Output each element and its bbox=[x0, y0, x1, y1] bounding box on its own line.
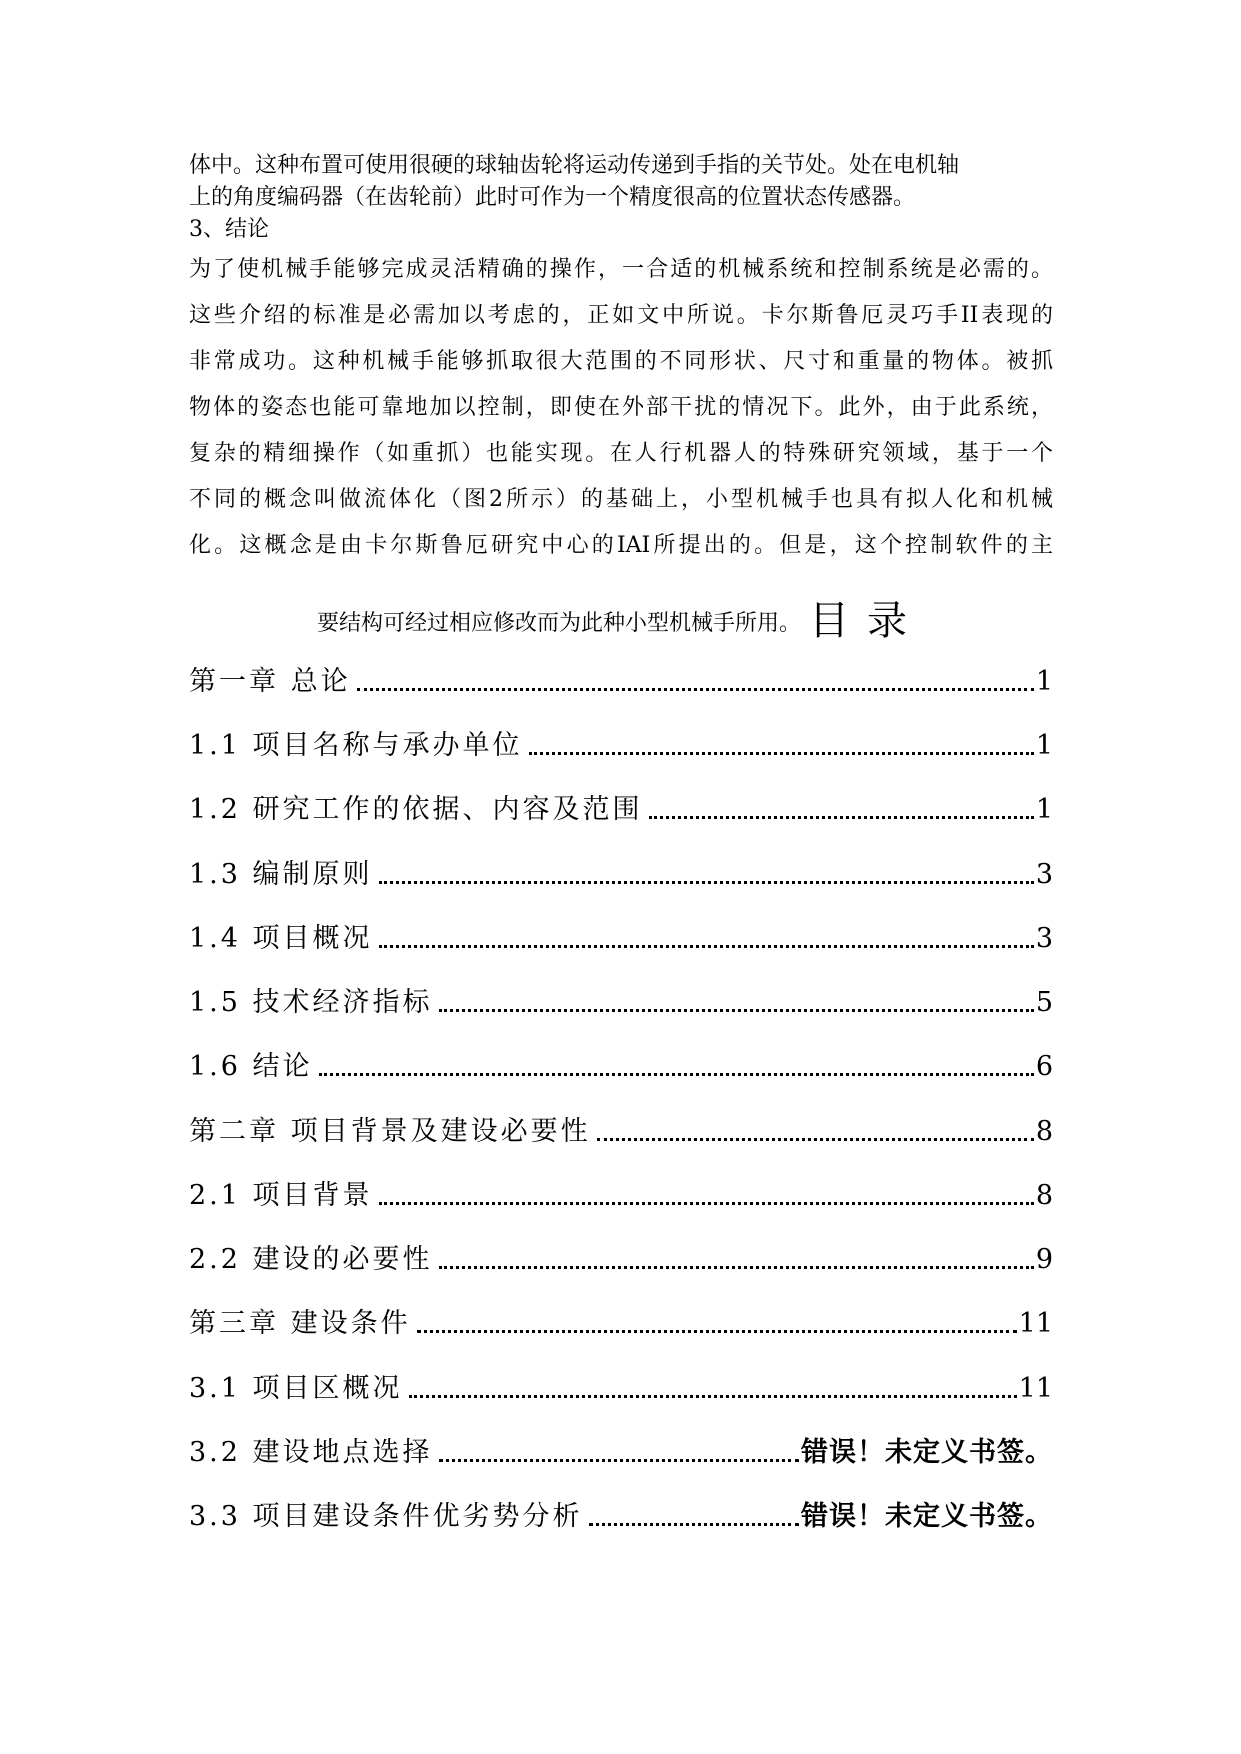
toc-entry[interactable] bbox=[189, 728, 1053, 764]
toc-entry-page: 3 bbox=[1035, 859, 1053, 890]
toc-entry-page: 1 bbox=[1035, 666, 1053, 697]
toc-leader bbox=[589, 1522, 799, 1526]
toc-entry[interactable] bbox=[189, 792, 1053, 828]
toc-entry-error: 错误！未定义书签。 bbox=[801, 1437, 1053, 1468]
conclusion-line: 物体的姿态也能可靠地加以控制，即使在外部干扰的情况下。此外，由于此系统， bbox=[189, 395, 1053, 420]
toc-leader bbox=[439, 1008, 1034, 1012]
toc-entry-error: 错误！未定义书签。 bbox=[801, 1501, 1053, 1532]
toc-entry[interactable] bbox=[189, 857, 1053, 893]
toc-leader bbox=[417, 1329, 1017, 1333]
conclusion-line: 这些介绍的标准是必需加以考虑的，正如文中所说。卡尔斯鲁厄灵巧手II表现的 bbox=[189, 303, 1053, 328]
toc-entry-page: 8 bbox=[1035, 1116, 1053, 1147]
conclusion-line: 要结构可经过相应修改而为此种小型机械手所用。 bbox=[316, 611, 801, 636]
toc-entry-label: 1.5 技术经济指标 bbox=[189, 987, 433, 1018]
toc-entry-page: 1 bbox=[1035, 794, 1053, 825]
conclusion-line: 非常成功。这种机械手能够抓取很大范围的不同形状、尺寸和重量的物体。被抓 bbox=[189, 349, 1053, 374]
conclusion-line: 为了使机械手能够完成灵活精确的操作，一合适的机械系统和控制系统是必需的。 bbox=[189, 257, 1053, 282]
toc-entry-label: 2.2 建设的必要性 bbox=[189, 1244, 433, 1275]
toc-entry-page: 5 bbox=[1035, 987, 1053, 1018]
toc-leader bbox=[379, 1201, 1034, 1205]
toc-entry-label: 1.6 结论 bbox=[189, 1051, 313, 1082]
conclusion-line: 不同的概念叫做流体化（图2所示）的基础上，小型机械手也具有拟人化和机械 bbox=[189, 487, 1053, 512]
section-heading: 3、结论 bbox=[189, 217, 269, 242]
toc-entry[interactable] bbox=[189, 1371, 1053, 1407]
toc-entry[interactable] bbox=[189, 664, 1053, 700]
toc-entry-page: 11 bbox=[1018, 1373, 1053, 1404]
paragraph-line: 体中。这种布置可使用很硬的球轴齿轮将运动传递到手指的关节处。处在电机轴 bbox=[189, 153, 960, 178]
conclusion-last-line-with-toc-title bbox=[189, 596, 1053, 649]
toc-leader bbox=[379, 880, 1034, 884]
toc-entry-label: 3.2 建设地点选择 bbox=[189, 1437, 433, 1468]
toc-leader bbox=[597, 1137, 1034, 1141]
toc-entry-page: 1 bbox=[1035, 730, 1053, 761]
toc-entry[interactable] bbox=[189, 985, 1053, 1021]
toc-entry-page: 11 bbox=[1018, 1308, 1053, 1339]
toc-title: 目录 bbox=[809, 598, 925, 644]
toc-entry-label: 第二章 项目背景及建设必要性 bbox=[189, 1116, 591, 1147]
toc-entry-page: 3 bbox=[1035, 923, 1053, 954]
toc-entry-page: 9 bbox=[1035, 1244, 1053, 1275]
toc-entry-label: 2.1 项目背景 bbox=[189, 1180, 373, 1211]
toc-entry[interactable] bbox=[189, 1114, 1053, 1150]
toc-leader bbox=[409, 1394, 1017, 1398]
toc-entry-label: 1.2 研究工作的依据、内容及范围 bbox=[189, 794, 643, 825]
conclusion-line: 化。这概念是由卡尔斯鲁厄研究中心的IAI所提出的。但是，这个控制软件的主 bbox=[189, 533, 1053, 558]
toc-leader bbox=[529, 751, 1034, 755]
toc-leader bbox=[439, 1265, 1034, 1269]
toc-leader bbox=[379, 944, 1034, 948]
toc-leader bbox=[357, 687, 1034, 691]
toc-entry[interactable] bbox=[189, 1306, 1053, 1342]
toc-entry-label: 第三章 建设条件 bbox=[189, 1308, 411, 1339]
toc-leader bbox=[649, 815, 1034, 819]
paragraph-line: 上的角度编码器（在齿轮前）此时可作为一个精度很高的位置状态传感器。 bbox=[189, 185, 916, 210]
toc-entry[interactable] bbox=[189, 1499, 1053, 1535]
toc-entry-label: 第一章 总论 bbox=[189, 666, 351, 697]
toc-entry-label: 1.1 项目名称与承办单位 bbox=[189, 730, 523, 761]
toc-entry[interactable] bbox=[189, 921, 1053, 957]
toc-entry-label: 3.3 项目建设条件优劣势分析 bbox=[189, 1501, 583, 1532]
toc-leader bbox=[439, 1458, 799, 1462]
toc-entry-label: 1.4 项目概况 bbox=[189, 923, 373, 954]
toc-entry[interactable] bbox=[189, 1049, 1053, 1085]
toc-entry-label: 3.1 项目区概况 bbox=[189, 1373, 403, 1404]
toc-entry[interactable] bbox=[189, 1435, 1053, 1471]
toc-leader bbox=[319, 1072, 1034, 1076]
toc-entry-page: 6 bbox=[1035, 1051, 1053, 1082]
toc-entry[interactable] bbox=[189, 1242, 1053, 1278]
toc-entry-label: 1.3 编制原则 bbox=[189, 859, 373, 890]
conclusion-line: 复杂的精细操作（如重抓）也能实现。在人行机器人的特殊研究领域，基于一个 bbox=[189, 441, 1053, 466]
toc-entry[interactable] bbox=[189, 1178, 1053, 1214]
toc-entry-page: 8 bbox=[1035, 1180, 1053, 1211]
